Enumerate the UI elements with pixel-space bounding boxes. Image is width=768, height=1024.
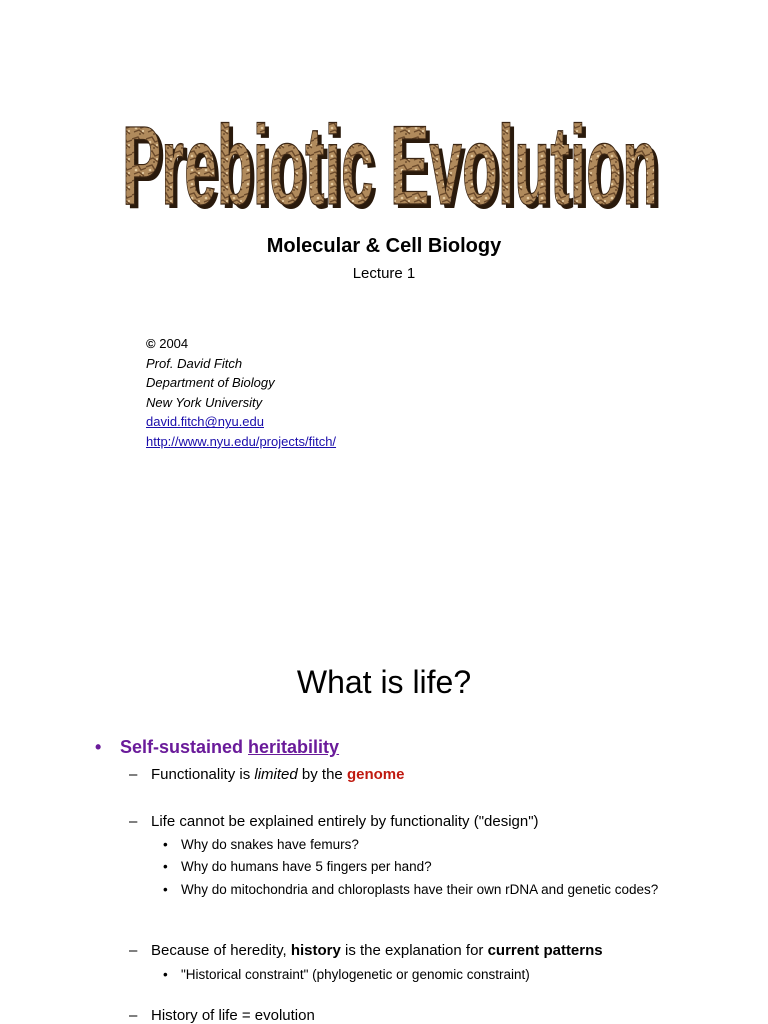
history-term: history [290, 942, 341, 959]
heritability-term: heritability [248, 737, 340, 757]
copyright-line [146, 334, 336, 354]
bullet-icon: • [163, 882, 168, 897]
email-link[interactable]: david.fitch@nyu.edu [146, 414, 264, 430]
bullet-icon: • [163, 837, 168, 852]
author-name: Prof. David Fitch [146, 355, 243, 371]
dash-icon: – [129, 813, 138, 830]
slide-title: What is life? [296, 664, 472, 700]
dash-icon: – [129, 1007, 138, 1024]
bullet-icon: • [163, 967, 168, 982]
credits-block [146, 334, 336, 452]
subtitle: Molecular & Cell Biology [266, 235, 502, 257]
lecture-number: Lecture 1 [352, 265, 416, 282]
university-name: New York University [146, 394, 263, 410]
page-title: Prebiotic Evolution [122, 108, 658, 218]
department-name: Department of Biology [146, 375, 275, 391]
title-word-art [118, 108, 666, 218]
genome-term: genome [346, 766, 405, 783]
copyright-year: 2004 [159, 336, 189, 351]
bullet-icon: • [163, 859, 168, 874]
page-title-shadow: Prebiotic Evolution [126, 108, 662, 218]
dash-icon: – [129, 766, 138, 783]
bullet-icon: • [95, 737, 102, 757]
website-link[interactable]: http://www.nyu.edu/projects/fitch/ [146, 433, 337, 449]
copyright-icon: © [146, 336, 156, 351]
current-patterns-term: current patterns [487, 942, 603, 959]
dash-icon: – [129, 942, 138, 959]
